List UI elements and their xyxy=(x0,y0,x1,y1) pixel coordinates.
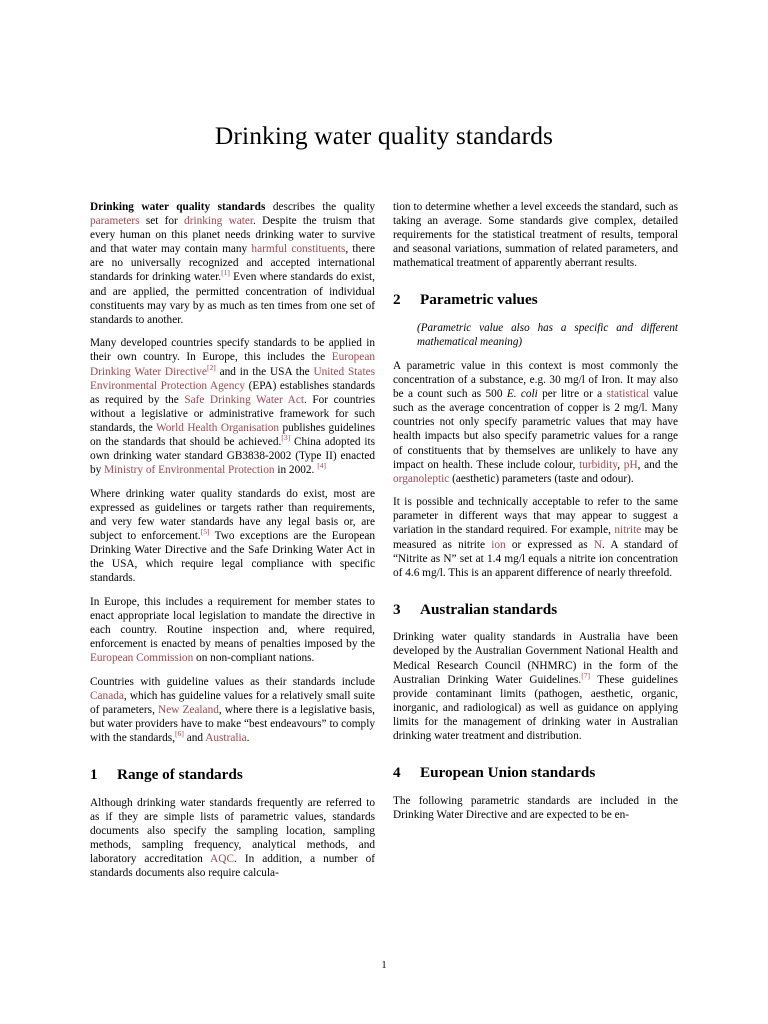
text-run: tion to determine whether a level exceeds the standard, such as taking an average. Some standards give complex, detailed requirements for the statistical treatment of results, temporal and seasonal variations, summation of related parameters, and mathematical treatment of apparently aberrant results. xyxy=(393,201,678,270)
text-run: and xyxy=(183,732,206,745)
text-run: per litre or a xyxy=(537,388,607,401)
paragraph-guidelines-targets xyxy=(90,487,375,586)
text-run: may be measured as nitrite xyxy=(393,524,678,551)
text-run: . A standard of “Nitrite as N” set at 1.4 mg/l equals a nitrite ion concentration of 4.6 mg/l. This is an apparent difference of nearly threefold. xyxy=(393,538,678,579)
link-ion[interactable]: ion xyxy=(491,538,506,551)
text-run: value such as the average concentration of copper is 2 mg/l. Many countries not only specify parametric values that may have health impacts but also specify parametric values for a range of constituents that by themselves are unlikely to have any impact on health. These include colour, xyxy=(393,388,678,471)
link-statistical[interactable]: statistical xyxy=(606,388,650,401)
parenthetical-note: (Parametric value also has a specific and different mathematical meaning) xyxy=(417,321,678,348)
link-aqc[interactable]: AQC xyxy=(210,853,234,866)
text-run: It is possible and technically acceptable to refer to the same parameter in different ways that may appear to suggest a variation in the standard required. For example, xyxy=(393,496,678,537)
link-canada[interactable]: Canada xyxy=(90,690,124,702)
text-run: These guidelines provide contaminant limits (pathogen, aesthetic, organic, inorganic, and radiological) as well as guidance on applying limits for the management of drinking water in Australian drinking water treatment and distribution. xyxy=(393,673,678,742)
section-title: European Union standards xyxy=(420,764,596,782)
link-australia[interactable]: Australia xyxy=(205,732,247,745)
paragraph-parametric-value-definition xyxy=(393,359,678,486)
citation-ref[interactable]: [2] xyxy=(206,362,216,372)
link-turbidity[interactable]: turbidity xyxy=(579,458,618,471)
text-run: . Despite the truism that every human on this planet needs drinking water to survive and that water may contain many xyxy=(90,215,375,256)
paragraph-guideline-countries xyxy=(90,675,375,745)
paragraph-calculation-continued xyxy=(393,200,678,270)
link-world-health-organisation[interactable]: World Health Organisation xyxy=(155,421,280,434)
text-run: The following parametric standards are included in the Drinking Water Directive and are expected to be en- xyxy=(393,794,678,821)
text-run: Where drinking water quality standards do exist, most are expressed as guidelines or targets rather than requirements, and very few water standards have any legal basis or, are subject to enforcement. xyxy=(90,487,375,543)
text-run: on non-compliant nations. xyxy=(193,652,315,665)
text-run: . xyxy=(246,732,250,745)
section-heading-parametric-values xyxy=(393,291,678,308)
link-safe-drinking-water-act[interactable]: Safe Drinking Water Act xyxy=(184,393,304,406)
section-heading-european-union-standards xyxy=(393,764,678,781)
section-number: 1 xyxy=(90,766,98,784)
link-organoleptic[interactable]: organoleptic xyxy=(393,472,450,485)
text-run: , xyxy=(617,458,624,471)
citation-ref[interactable]: [1] xyxy=(221,268,230,278)
citation-ref[interactable]: [5] xyxy=(200,527,210,537)
page-number: 1 xyxy=(381,960,387,971)
link-nitrite[interactable]: nitrite xyxy=(614,524,642,537)
text-run: , where there is a legislative basis, but water providers have to make “best endeavours” to comply with the standards, xyxy=(90,704,375,745)
link-ph[interactable]: pH xyxy=(623,458,638,471)
paragraph-australian-guidelines xyxy=(393,630,678,743)
paragraph-nitrite-example xyxy=(393,495,678,580)
citation-ref[interactable]: [4] xyxy=(317,461,327,471)
paragraph-eu-parametric-standards xyxy=(393,794,678,822)
text-run: Although drinking water standards frequently are referred to as if they are simple lists of parametric values, standards documents also specify the sampling location, sampling methods, sampling frequency, analytical methods, and laboratory accreditation xyxy=(90,796,375,866)
link-us-epa[interactable]: United States Environmental Protection Agency xyxy=(90,365,375,392)
link-european-drinking-water-directive[interactable]: European Drinking Water Directive xyxy=(90,351,375,378)
section-number: 2 xyxy=(393,291,401,309)
text-run: publishes guidelines on the standards that should be achieved. xyxy=(90,421,375,448)
text-run: or expressed as xyxy=(505,538,594,551)
section-title: Parametric values xyxy=(420,291,538,309)
text-run: (aesthetic) parameters (taste and odour). xyxy=(449,472,634,485)
text-run: A parametric value in this context is most commonly the concentration of a substance, e.g. 30 mg/l of Iron. It may also be a count such as 500 xyxy=(393,359,678,401)
text-run: set for xyxy=(139,215,185,228)
text-run: , and the xyxy=(637,458,678,471)
lead-term: Drinking water quality standards xyxy=(90,201,266,213)
text-run: in 2002. xyxy=(274,464,318,477)
text-run: Countries with guideline values as their standards include xyxy=(90,675,375,688)
section-title: Australian standards xyxy=(420,600,558,618)
text-run: , there are no universally recognized and accepted international standards for drinking water. xyxy=(90,243,375,284)
text-run: , which has guideline values for a relatively small suite of parameters, xyxy=(90,690,375,717)
section-number: 3 xyxy=(393,600,401,618)
right-column xyxy=(393,200,678,822)
text-run: In Europe, this includes a requirement for member states to enact appropriate local legislation to mandate the directive in each country. Routine inspection and, where required, enforcement is enacted by means of penalties imposed by the xyxy=(90,595,375,651)
section-heading-australian-standards xyxy=(393,601,678,618)
text-run: describes the quality xyxy=(265,201,375,213)
text-run: (EPA) establishes standards as required by the xyxy=(90,379,375,406)
paragraph-intro xyxy=(90,200,375,327)
text-run: Many developed countries specify standards to be applied in their own country. In Europe, this includes the xyxy=(90,337,375,364)
citation-ref[interactable]: [3] xyxy=(281,433,291,443)
text-run: Drinking water quality standards in Australia have been developed by the Australian Government National Health and Medical Research Council (NHMRC) in the form of the Australian Drinking Water Guidelines. xyxy=(393,631,678,686)
paragraph-standards-documents xyxy=(90,796,375,881)
section-heading-range-of-standards xyxy=(90,766,375,783)
two-column-body xyxy=(90,200,678,960)
link-nitrogen[interactable]: N xyxy=(593,538,602,551)
link-new-zealand[interactable]: New Zealand xyxy=(158,704,219,717)
link-drinking-water[interactable]: drinking water xyxy=(184,215,254,228)
left-column xyxy=(90,200,375,880)
text-run: Even where standards do exist, and are applied, the permitted concentration of individual constituents may vary by as much as ten times from one set of standards to another. xyxy=(90,271,375,326)
text-run: . In addition, a number of standards documents also require calcula- xyxy=(90,853,376,880)
citation-ref[interactable]: [6] xyxy=(175,729,184,739)
link-parameters[interactable]: parameters xyxy=(90,215,140,228)
section-title: Range of standards xyxy=(117,766,243,784)
paragraph-europe-enforcement xyxy=(90,595,375,665)
link-european-commission[interactable]: European Commission xyxy=(90,652,194,665)
link-ministry-environmental-protection[interactable]: Ministry of Environmental Protection xyxy=(104,464,275,477)
text-run: and in the USA the xyxy=(215,365,314,378)
link-harmful-constituents[interactable]: harmful constituents xyxy=(251,243,346,256)
text-run: China adopted its own drinking water standard GB3838-2002 (Type II) enacted by xyxy=(90,436,375,477)
citation-ref[interactable]: [7] xyxy=(581,670,591,680)
text-run: . For countries without a legislative or administrative framework for such standards, the xyxy=(90,393,375,434)
italic-e-coli: E. coli xyxy=(506,388,538,401)
text-run: Two exceptions are the European Drinking Water Directive and the Safe Drinking Water Act in the USA, which require legal compliance with specific standards. xyxy=(90,530,375,585)
page-title: Drinking water quality standards xyxy=(214,121,554,151)
section-number: 4 xyxy=(393,764,401,782)
paragraph-developed-countries xyxy=(90,336,375,477)
